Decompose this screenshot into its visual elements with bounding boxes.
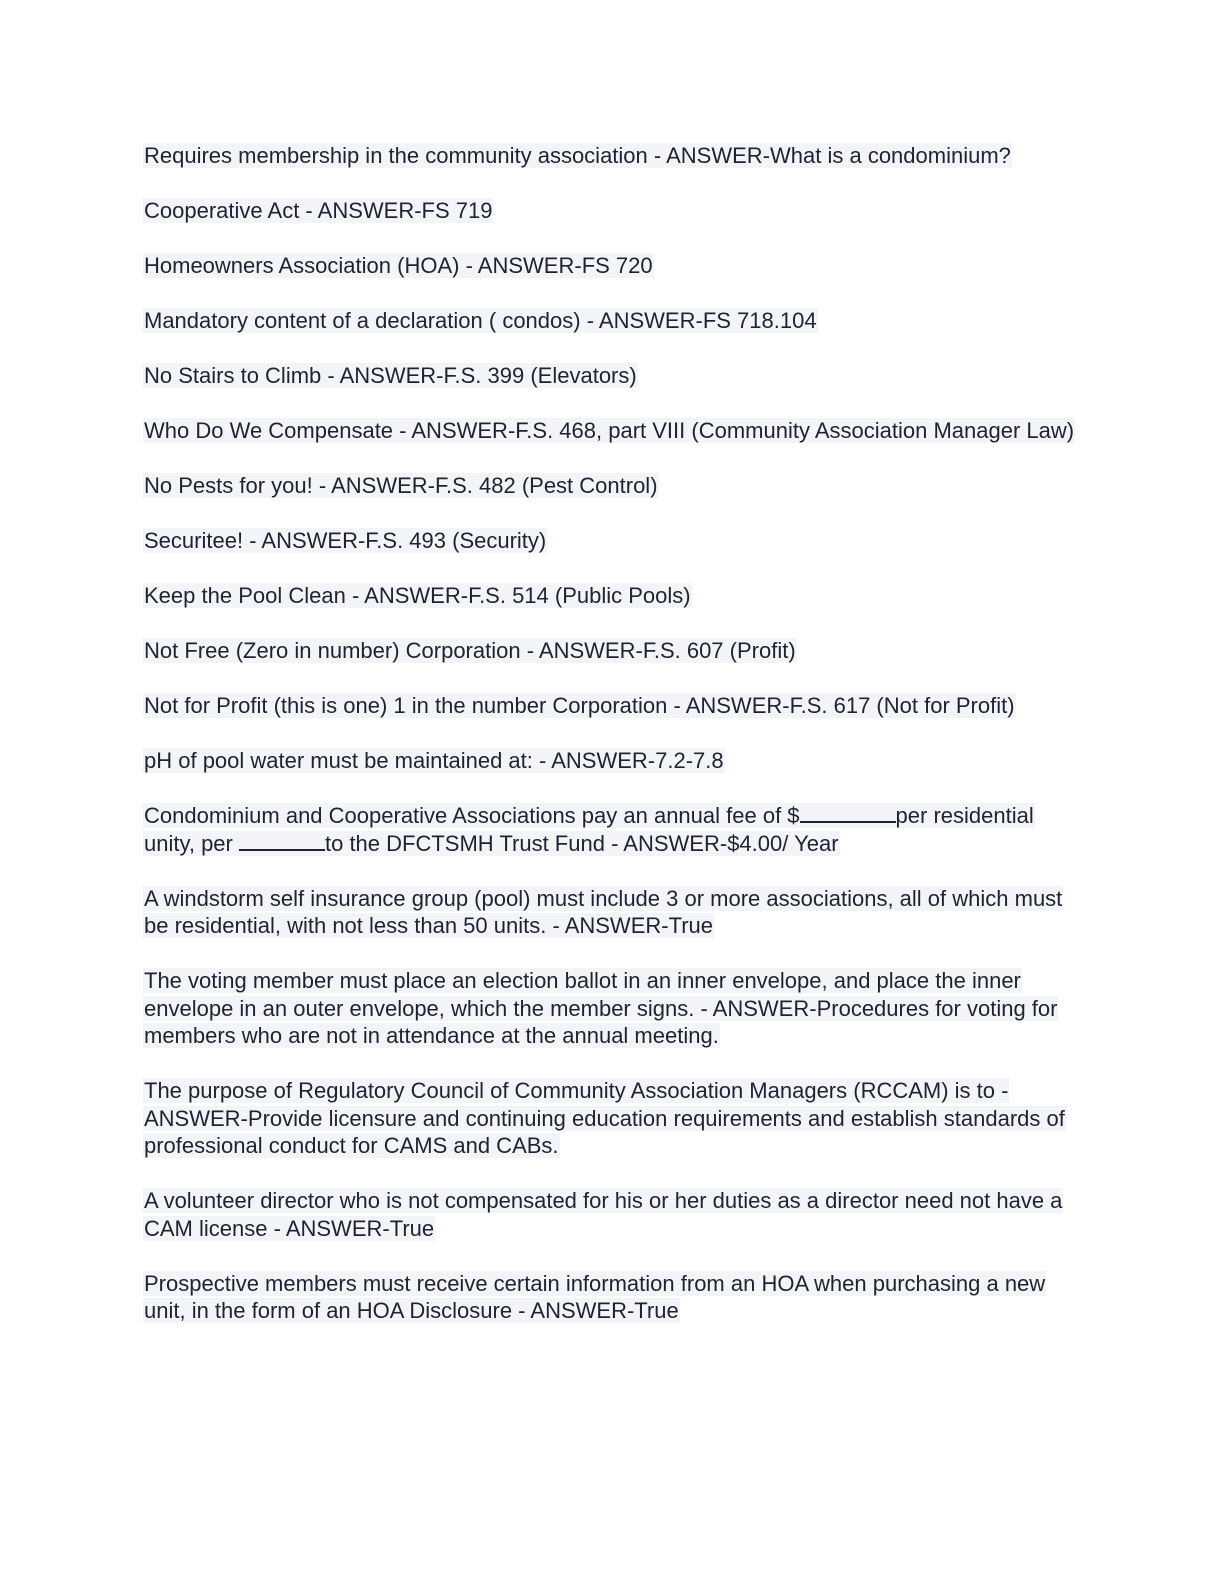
question-text: Cooperative Act — [144, 198, 300, 223]
answer-text: What is a condominium? — [770, 143, 1011, 168]
fill-in-blank — [239, 831, 325, 851]
question-text: No Pests for you! — [144, 473, 313, 498]
answer-separator: - ANSWER- — [459, 253, 582, 278]
question-text: No Stairs to Climb — [144, 363, 322, 388]
answer-separator: - ANSWER- — [321, 363, 444, 388]
answer-separator: - ANSWER- — [520, 638, 643, 663]
flashcard-entry — [143, 197, 1083, 225]
question-text-part3: to the DFCTSMH Trust Fund — [324, 830, 605, 856]
flashcard-entry — [143, 527, 1083, 555]
question-text: Mandatory content of a declaration ( condos) — [144, 308, 581, 333]
question-text: pH of pool water must be maintained at: — [144, 748, 533, 773]
answer-text: F.S. 493 (Security) — [365, 528, 547, 553]
flashcard-list — [143, 142, 1083, 1352]
answer-separator: - ANSWER- — [312, 473, 435, 498]
answer-text: F.S. 617 (Not for Profit) — [789, 693, 1015, 718]
answer-text: F.S. 399 (Elevators) — [443, 363, 637, 388]
question-text: Securitee! — [144, 528, 244, 553]
answer-separator: - ANSWER- — [267, 1215, 390, 1241]
question-text: Homeowners Association (HOA) — [144, 253, 460, 278]
question-text: The voting member must place an election ballot in an inner envelope, and place the inner envelope in an outer envelope, which the member signs. — [144, 968, 1021, 1021]
flashcard-entry — [143, 802, 1083, 857]
answer-separator: - ANSWER- — [667, 693, 790, 718]
answer-separator: - ANSWER- — [694, 995, 817, 1021]
answer-text: F.S. 468, part VIII (Community Association Manager Law) — [515, 418, 1075, 443]
answer-text: FS 718.104 — [702, 308, 817, 333]
question-text: Not Free (Zero in number) Corporation — [144, 638, 521, 663]
answer-text: Procedures for voting for members who are not in attendance at the annual meeting. — [144, 995, 1058, 1048]
flashcard-entry — [143, 142, 1083, 170]
answer-text: FS 720 — [581, 253, 653, 278]
flashcard-entry — [143, 1270, 1083, 1325]
answer-text: True — [389, 1215, 435, 1241]
answer-separator: - ANSWER- — [546, 913, 669, 938]
flashcard-entry — [143, 582, 1083, 610]
flashcard-entry — [143, 252, 1083, 280]
question-text: A windstorm self insurance group (pool) must include 3 or more associations, all of which must be residential, with not less than 50 units. — [144, 885, 1063, 938]
answer-text: True — [668, 913, 714, 938]
answer-separator: - ANSWER- — [580, 308, 703, 333]
flashcard-entry — [143, 307, 1083, 335]
answer-text: F.S. 482 (Pest Control) — [434, 473, 658, 498]
answer-separator: - ANSWER- — [345, 583, 469, 608]
question-text: The purpose of Regulatory Council of Community Association Managers (RCCAM) is to — [144, 1078, 996, 1103]
answer-text: 7.2-7.8 — [655, 748, 724, 773]
answer-text: F.S. 514 (Public Pools) — [468, 583, 691, 608]
answer-separator: - ANSWER- — [512, 1298, 635, 1323]
question-text: Requires membership in the community association — [144, 143, 648, 168]
answer-text: $4.00/ Year — [727, 830, 839, 856]
question-text: A volunteer director who is not compensated for his or her duties as a director need not have a CAM license — [144, 1188, 1063, 1241]
question-text: Not for Profit (this is one) 1 in the number Corporation — [144, 693, 668, 718]
flashcard-entry — [143, 967, 1083, 1050]
question-text-part1: Condominium and Cooperative Associations pay an annual fee of $ — [144, 803, 800, 828]
answer-separator: - ANSWER- — [532, 748, 656, 773]
question-text: Keep the Pool Clean — [144, 583, 346, 608]
flashcard-entry — [143, 692, 1083, 720]
flashcard-entry — [143, 1077, 1083, 1160]
flashcard-entry — [143, 747, 1083, 775]
answer-separator: - ANSWER- — [243, 528, 366, 553]
question-text: Who Do We Compensate — [144, 418, 394, 443]
answer-separator: - ANSWER- — [647, 143, 771, 168]
answer-text: Provide licensure and continuing education requirements and establish standards of professional conduct for CAMS and CABs. — [144, 1105, 1065, 1158]
flashcard-entry — [143, 362, 1083, 390]
question-text: Prospective members must receive certain information from an HOA when purchasing a new unit, in the form of an HOA Disclosure — [144, 1270, 1046, 1323]
flashcard-entry — [143, 885, 1083, 940]
answer-separator: - ANSWER- — [604, 830, 728, 856]
answer-separator: - ANSWER- — [299, 198, 422, 223]
fill-in-blank — [800, 803, 896, 823]
answer-separator: - ANSWER- — [144, 1078, 1009, 1131]
answer-text: F.S. 607 (Profit) — [642, 638, 796, 663]
flashcard-entry — [143, 472, 1083, 500]
answer-text: FS 719 — [421, 198, 493, 223]
answer-text: True — [634, 1298, 679, 1323]
flashcard-entry — [143, 1187, 1083, 1242]
flashcard-entry — [143, 637, 1083, 665]
flashcard-entry — [143, 417, 1083, 445]
question-text-part2: per residential unity, per — [144, 803, 1034, 856]
answer-separator: - ANSWER- — [393, 418, 516, 443]
